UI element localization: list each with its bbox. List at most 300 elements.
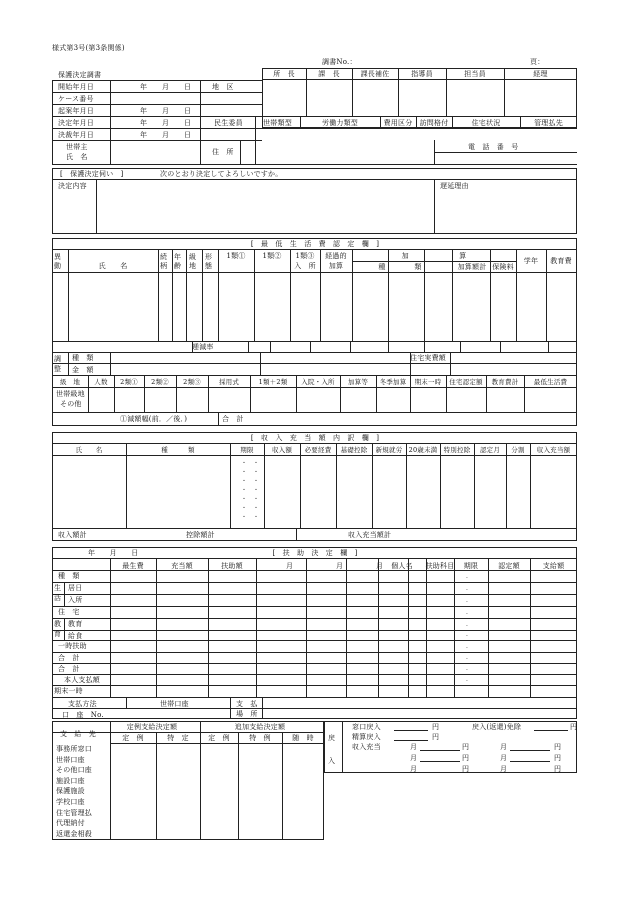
- grid-line: [200, 721, 201, 840]
- grid-line: [452, 116, 453, 128]
- left-row-label: 起案年月日: [58, 107, 94, 115]
- income-header: 認定月: [479, 446, 501, 454]
- assist-row-label: 教育: [68, 620, 83, 628]
- head-class1: 1類①: [226, 252, 246, 260]
- grid-line: [506, 443, 507, 528]
- grid-line: [398, 68, 399, 116]
- grid-line: [64, 618, 65, 640]
- grid-line: [530, 558, 531, 697]
- grid-line: [534, 730, 568, 731]
- month-unit: 月: [410, 754, 418, 762]
- sum-header: 2類③: [183, 378, 201, 386]
- form-number: 様式第3号(第3条関係): [52, 44, 125, 52]
- sum-header: 2類①: [120, 378, 138, 386]
- grid-line: [504, 68, 505, 116]
- grid-line: [320, 249, 321, 341]
- grid-line: [126, 697, 127, 708]
- assist-ymd: 年 月 日: [88, 549, 139, 557]
- income-header: 基礎控除: [340, 446, 368, 454]
- grid-line: [406, 443, 407, 528]
- date-month: 月: [162, 107, 170, 115]
- decision-content-label: 決定内容: [58, 182, 87, 190]
- grid-line: [52, 685, 577, 686]
- left-row-label: 決裁年月日: [58, 131, 94, 139]
- dot-mark: ・: [253, 496, 260, 503]
- grid-line: [254, 249, 255, 341]
- head-form: 態: [205, 262, 213, 270]
- grid-line: [290, 249, 291, 341]
- grid-line: [270, 341, 271, 352]
- grid-line: [510, 761, 550, 762]
- assist-kyoiku: 育: [54, 630, 62, 638]
- dest-item: 代理納付: [56, 819, 85, 828]
- sum-header: 期末一時: [414, 378, 442, 386]
- approver-label: 指導員: [411, 70, 433, 78]
- yen-unit: 円: [462, 743, 470, 751]
- adjust-type-label: 種 類: [72, 354, 94, 362]
- dot-mark: .: [466, 665, 468, 672]
- decision-header-text: 次のとおり決定してよろしいですか。: [160, 170, 283, 178]
- yen-unit: 円: [570, 723, 578, 731]
- pay-place-label-1: 支 払: [236, 700, 258, 708]
- grid-line: [52, 697, 577, 698]
- head-change: 異: [54, 253, 62, 261]
- grid-line: [156, 558, 157, 697]
- date-year: 年: [140, 83, 148, 91]
- grid-line: [202, 249, 203, 341]
- form-title: 保護決定調書: [58, 71, 102, 79]
- grid-line: [156, 732, 157, 840]
- dest-label: 支 給 先: [60, 730, 96, 738]
- return-label-1: 戻: [328, 734, 336, 742]
- grid-line: [548, 341, 549, 352]
- grid-line: [454, 558, 455, 697]
- assist-row-label: 居日: [68, 584, 83, 592]
- income-total-label: 収入額計: [58, 531, 87, 539]
- grid-line: [488, 558, 489, 697]
- grid-line: [450, 352, 451, 375]
- grid-line: [68, 249, 69, 341]
- grid-line: [474, 443, 475, 528]
- pay-sub-header: 定 例: [122, 734, 144, 742]
- left-row-label: 決定年月日: [58, 119, 94, 127]
- grid-line: [446, 68, 447, 116]
- date-day: 日: [184, 107, 192, 115]
- assist-col-header-right: 期限: [463, 562, 479, 570]
- grid-line: [410, 375, 411, 412]
- exempt-label: 戻入(返還)免除: [472, 723, 522, 731]
- grid-line: [110, 352, 111, 375]
- assist-row-label: 期末一時: [54, 687, 83, 695]
- income-header: 特別控除: [443, 446, 471, 454]
- month-unit: 月: [500, 754, 508, 762]
- pay-sub-header: 特 定: [167, 734, 189, 742]
- grid-line: [52, 652, 577, 653]
- grid-line: [340, 375, 341, 412]
- month-unit: 月: [410, 765, 418, 773]
- assist-box: [52, 547, 577, 719]
- grid-line: [52, 570, 577, 571]
- delay-reason-label: 遅延理由: [440, 182, 469, 190]
- pay-sub-header: 特 例: [249, 734, 271, 742]
- grid-line: [372, 443, 373, 528]
- grid-line: [52, 582, 577, 583]
- grid-line: [264, 443, 265, 528]
- grid-line: [352, 68, 353, 116]
- household-attr-header: 管理払先: [534, 119, 563, 127]
- grid-line: [336, 443, 337, 528]
- assist-col-header-right: 認定額: [498, 562, 520, 570]
- sum-header: 最低生活費: [533, 378, 568, 386]
- head-education: 教育費: [550, 257, 572, 265]
- sum-header: 2類②: [151, 378, 169, 386]
- grid-line: [300, 443, 301, 528]
- grid-line: [186, 249, 187, 341]
- sum-header: 加算等: [347, 378, 369, 386]
- head-add-type: 種 類: [378, 263, 422, 271]
- sum-header: 冬季加算: [379, 378, 407, 386]
- grid-line: [486, 375, 487, 412]
- grid-line: [376, 375, 377, 412]
- grid-line: [64, 582, 65, 606]
- income-header: 収入額: [271, 446, 293, 454]
- assist-title: [ 扶 助 決 定 欄 ]: [272, 549, 358, 557]
- survey-no-label: 調書No.：: [322, 58, 357, 66]
- dot-mark: ・: [253, 469, 260, 476]
- grid-line: [230, 697, 231, 719]
- grid-line: [426, 558, 427, 697]
- approver-label: 課長補佐: [360, 70, 390, 78]
- grid-line: [208, 558, 209, 697]
- grid-line: [282, 732, 283, 840]
- dest-item: 学校口座: [56, 798, 85, 806]
- yen-unit: 円: [462, 765, 470, 773]
- household-attr-header: 費用区分: [383, 119, 413, 127]
- dot-mark: ・: [241, 478, 248, 485]
- grid-line: [460, 341, 461, 352]
- yen-unit: 円: [432, 723, 440, 731]
- yen-unit: 円: [554, 765, 562, 773]
- reduction-rate-label: 逓減率: [192, 343, 214, 351]
- income-header: 20歳未満: [408, 446, 438, 454]
- grid-line: [52, 663, 577, 664]
- household-attr-header: 世帯類型: [263, 119, 292, 127]
- approver-label: 経理: [533, 70, 548, 78]
- dot-mark: .: [466, 621, 468, 628]
- sum-header: 1類＋2類: [258, 378, 288, 386]
- phone-label: 電 話 番 号: [468, 143, 519, 151]
- assist-col-header-right: 扶助科目: [425, 562, 455, 570]
- head-add: 加 算: [401, 252, 467, 260]
- grid-line: [256, 558, 257, 697]
- assist-col-header: 最生費: [122, 562, 144, 570]
- assist-row-label: 本人支払額: [64, 676, 100, 684]
- householder-label-1: 世帯主: [66, 143, 88, 151]
- date-year: 年: [140, 119, 148, 127]
- approver-label: 課 長: [318, 70, 340, 78]
- pay-place-label-2: 場 所: [236, 710, 258, 718]
- dot-mark: .: [466, 609, 468, 616]
- pay-sub-header: 随 時: [292, 734, 314, 742]
- date-month: 月: [162, 131, 170, 139]
- grid-line: [490, 249, 491, 341]
- date-day: 日: [184, 119, 192, 127]
- grid-line: [262, 697, 263, 719]
- assist-seikatsu: 活: [54, 594, 62, 602]
- assist-row-label: 種 類: [58, 572, 80, 580]
- assist-row-label: 合 計: [58, 665, 80, 673]
- other-label-2: その他: [60, 400, 82, 408]
- yen-unit: 円: [432, 733, 440, 741]
- grid-line: [352, 249, 353, 341]
- dot-mark: ・: [253, 478, 260, 485]
- grid-line: [52, 640, 577, 641]
- reduction-note: ①減額幅(前．／後．): [120, 415, 188, 423]
- date-month: 月: [162, 119, 170, 127]
- grid-line: [440, 443, 441, 528]
- grid-line: [510, 750, 550, 751]
- dot-mark: ・: [253, 505, 260, 512]
- grid-line: [452, 249, 453, 341]
- sum-header: 教育費計: [491, 378, 519, 386]
- grid-line: [350, 341, 351, 352]
- dot-mark: ・: [241, 496, 248, 503]
- date-day: 日: [184, 131, 192, 139]
- dot-mark: .: [466, 631, 468, 638]
- extra-header: 追加支給決定額: [234, 723, 286, 731]
- allot-total-label: 収入充当額計: [348, 531, 392, 539]
- assist-seikatsu: 生: [54, 584, 62, 592]
- decision-header: [ 保護決定伺い ]: [60, 170, 124, 178]
- head-class3: 入 所: [294, 262, 316, 270]
- head-grade: 地: [189, 262, 197, 270]
- head-transition: 加算: [328, 262, 344, 270]
- grid-line: [172, 249, 173, 341]
- income-header: 必要経費: [304, 446, 332, 454]
- grid-line: [516, 249, 517, 341]
- grid-line: [158, 249, 159, 341]
- min-total-label: 合 計: [222, 415, 244, 423]
- dot-mark: ・: [253, 514, 260, 521]
- household-attr-header: 労働力類型: [322, 119, 358, 127]
- grid-line: [394, 730, 428, 731]
- grid-line: [238, 732, 239, 840]
- return-label-2: 入: [328, 757, 336, 765]
- grid-line: [378, 558, 379, 697]
- yen-unit: 円: [554, 743, 562, 751]
- date-year: 年: [140, 131, 148, 139]
- head-class2: 1類②: [262, 252, 282, 260]
- head-relation: 柄: [160, 262, 168, 270]
- yen-unit: 円: [554, 754, 562, 762]
- grid-line: [510, 772, 550, 773]
- date-day: 日: [184, 83, 192, 91]
- assist-row-label: 合 計: [58, 654, 80, 662]
- month-unit: 月: [500, 765, 508, 773]
- income-header: 収入充当額: [536, 446, 571, 454]
- month-unit: 月: [500, 743, 508, 751]
- grid-line: [52, 594, 577, 595]
- income-title: [ 収 入 充 当 額 内 訳 欄 ]: [250, 434, 380, 442]
- grid-line: [394, 740, 428, 741]
- assist-col-header-right: 個人名: [391, 562, 413, 570]
- grid-line: [446, 375, 447, 412]
- grid-line: [126, 443, 127, 528]
- account-no-label: 口 座 No.: [62, 711, 104, 719]
- fixed-header: 定例支給決定額: [126, 723, 178, 731]
- grid-line: [524, 375, 525, 412]
- grid-line: [68, 352, 69, 375]
- grid-line: [546, 249, 547, 341]
- dot-mark: ・: [241, 460, 248, 467]
- grid-line: [520, 116, 521, 128]
- dot-mark: .: [466, 676, 468, 683]
- pay-sub-header: 定 例: [208, 734, 230, 742]
- household-attr-header: 住宅状況: [471, 119, 501, 127]
- adjust-label-2: 整: [54, 365, 62, 373]
- head-school-year: 学年: [523, 257, 539, 265]
- sum-header: 採用式: [218, 378, 240, 386]
- head-grade: 級: [189, 253, 197, 261]
- dot-mark: .: [466, 573, 468, 580]
- pay-household-label: 世帯口座: [160, 700, 189, 708]
- date-month: 月: [162, 83, 170, 91]
- grid-line: [296, 375, 297, 412]
- adjust-amount-label: 金 額: [72, 366, 94, 374]
- dot-mark: ・: [241, 514, 248, 521]
- grid-line: [208, 375, 209, 412]
- month-unit: 月: [410, 743, 418, 751]
- assist-col-header: 扶助額: [221, 562, 243, 570]
- minsei-label: 民生委員: [214, 119, 243, 127]
- head-form: 形: [205, 253, 213, 261]
- sum-header: 住宅認定額: [449, 378, 483, 386]
- assist-col-header: 充当額: [171, 562, 193, 570]
- head-transition: 経過的: [325, 252, 347, 260]
- income-header: 分割: [511, 446, 525, 454]
- head-class3: 1類③: [295, 252, 315, 260]
- pay-method-label: 支払方法: [68, 700, 97, 708]
- grid-line: [52, 606, 577, 607]
- grid-line: [250, 375, 251, 412]
- left-row-label: ケース番号: [58, 95, 94, 103]
- decision-box: [52, 168, 577, 234]
- grid-line: [420, 750, 460, 751]
- dest-item: 住宅管理払: [56, 808, 92, 817]
- assist-month: 月: [376, 562, 384, 570]
- grid-line: [408, 558, 409, 697]
- grid-line: [530, 443, 531, 528]
- grid-line: [52, 630, 577, 631]
- grid-line: [306, 558, 307, 697]
- grid-line: [230, 443, 231, 528]
- grid-line: [500, 341, 501, 352]
- grid-line: [88, 375, 89, 412]
- grid-line: [388, 341, 389, 352]
- grid-line: [110, 558, 111, 697]
- grid-line: [346, 558, 347, 697]
- assist-kyoiku: 教: [54, 620, 62, 628]
- income-allot-label: 収入充当: [352, 743, 381, 751]
- income-header: 種 類: [161, 446, 195, 454]
- dest-item: 世帯口座: [56, 755, 85, 764]
- grid-line: [218, 412, 219, 426]
- head-add-total: 加算額計: [457, 263, 487, 271]
- householder-label-2: 氏 名: [66, 153, 88, 161]
- date-year: 年: [140, 107, 148, 115]
- min-living-title: [ 最 低 生 活 費 認 定 欄 ]: [250, 240, 380, 248]
- settle-return-label: 精算戻入: [352, 733, 381, 741]
- approver-label: 担当員: [464, 70, 486, 78]
- dest-item: 保護施設: [56, 787, 85, 796]
- grid-line: [380, 116, 381, 128]
- grid-line: [52, 674, 577, 675]
- sum-header: 入院・入所: [301, 378, 335, 386]
- assist-month: 月: [336, 562, 344, 570]
- head-relation: 続: [160, 253, 168, 261]
- dot-mark: ・: [241, 505, 248, 512]
- address-label: 住 所: [212, 148, 234, 156]
- head-name: 氏 名: [98, 262, 128, 270]
- adjust-label-1: 調: [54, 355, 62, 363]
- dot-mark: .: [466, 585, 468, 592]
- sum-header: 級 地: [59, 378, 81, 386]
- grid-line: [420, 772, 460, 773]
- grid-line: [114, 375, 115, 412]
- grid-line: [248, 341, 249, 352]
- head-age: 齢: [174, 262, 182, 270]
- income-header: 氏 名: [75, 446, 103, 454]
- other-label-1: 世帯級地: [56, 390, 85, 398]
- deduction-total-label: 控除額計: [186, 531, 215, 539]
- grid-line: [300, 116, 301, 128]
- grid-line: [110, 721, 111, 840]
- dest-item: 事務所窓口: [56, 745, 92, 753]
- head-insurance: 保険料: [492, 263, 514, 271]
- head-change: 動: [54, 262, 62, 270]
- housing-actual-label: 住宅実費額: [410, 354, 446, 362]
- dot-mark: .: [466, 597, 468, 604]
- assist-row-label: 住 宅: [58, 608, 80, 616]
- dest-item: その他口座: [56, 766, 92, 775]
- dot-mark: ・: [241, 469, 248, 476]
- grid-line: [52, 618, 577, 619]
- approver-label: 所 長: [273, 70, 295, 78]
- grid-line: [52, 708, 577, 709]
- assist-row-label: 給食: [68, 632, 83, 640]
- head-age: 年: [174, 253, 182, 261]
- left-row-label: 開始年月日: [58, 83, 94, 91]
- grid-line: [420, 761, 460, 762]
- dest-item: 施設口座: [56, 776, 85, 785]
- district-label: 地 区: [212, 83, 234, 91]
- yen-unit: 円: [462, 754, 470, 762]
- page-label: 頁：: [530, 58, 545, 66]
- income-header: 期限: [240, 446, 254, 454]
- assist-month: 月: [286, 562, 294, 570]
- window-return-label: 窓口戻入: [352, 723, 381, 731]
- grid-line: [144, 375, 145, 412]
- dot-mark: .: [466, 643, 468, 650]
- grid-line: [306, 68, 307, 116]
- sum-header: 人数: [94, 378, 108, 386]
- dot-mark: ・: [253, 487, 260, 494]
- grid-line: [310, 341, 311, 352]
- assist-row-label: 入所: [68, 596, 83, 604]
- grid-line: [424, 249, 425, 341]
- grid-line: [416, 116, 417, 128]
- grid-line: [260, 352, 261, 375]
